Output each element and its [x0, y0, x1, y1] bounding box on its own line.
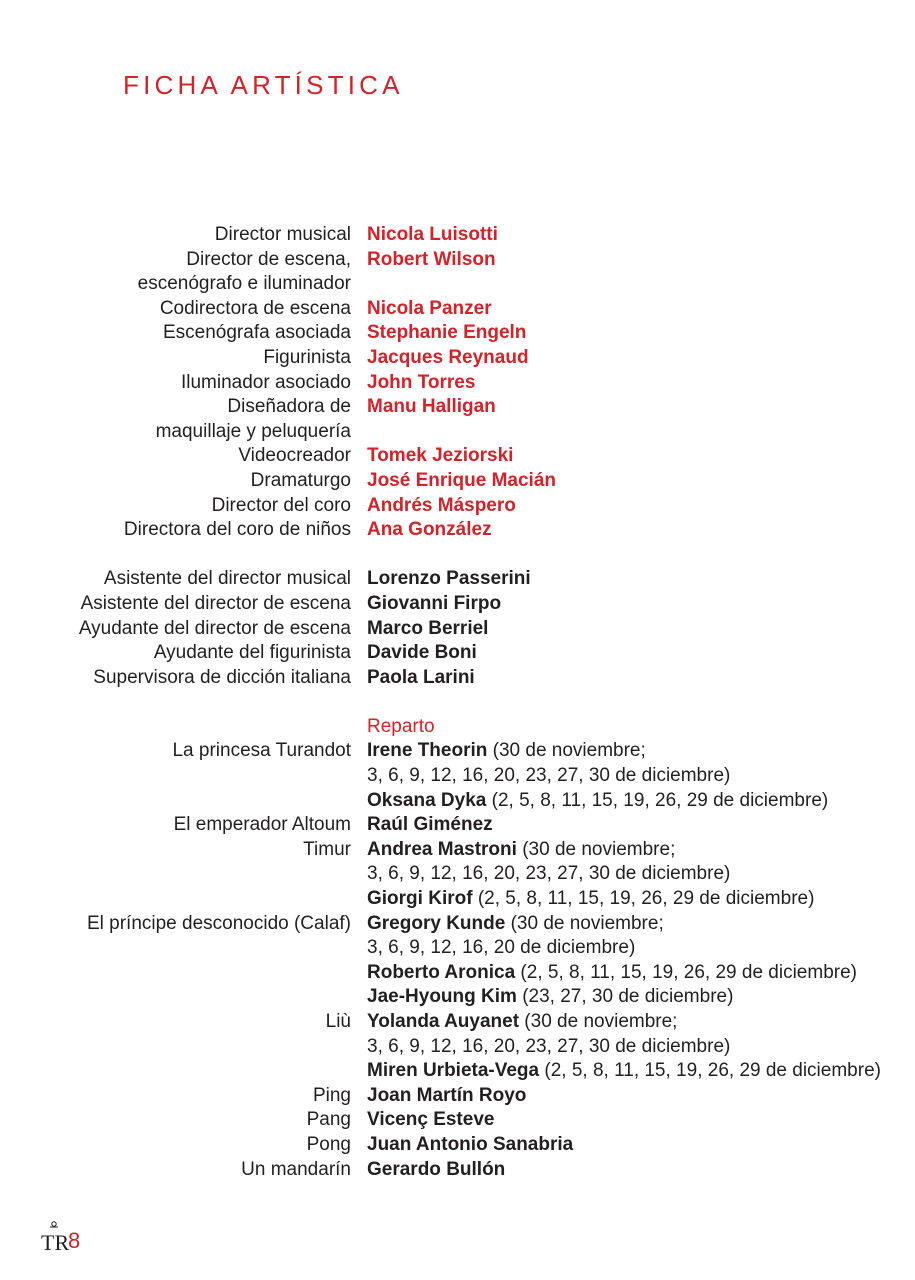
person-entry: [367, 494, 516, 519]
person-entry: [367, 395, 496, 420]
role-label: Asistente del director de escena: [80, 592, 351, 614]
role-label: Videocreador: [238, 445, 351, 467]
performance-dates: 3, 6, 9, 12, 16, 20 de diciembre): [367, 937, 636, 959]
person-name: Gerardo Bullón: [367, 1158, 506, 1180]
page-number: 8: [68, 1228, 81, 1253]
person-name: Robert Wilson: [367, 248, 496, 270]
cast-section: [0, 739, 915, 1182]
performance-dates: (2, 5, 8, 11, 15, 19, 26, 29 de diciembre): [486, 789, 829, 811]
assistants-row: [0, 592, 915, 617]
cast-row: [0, 912, 915, 937]
person-entry: [367, 813, 493, 838]
person-name: John Torres: [367, 371, 476, 393]
performance-dates: 3, 6, 9, 12, 16, 20, 23, 27, 30 de diciembre): [367, 863, 731, 885]
person-entry: [367, 862, 730, 887]
person-name: Gregory Kunde: [367, 912, 506, 934]
cast-row: [0, 1108, 915, 1133]
role-label: Director del coro: [211, 494, 351, 516]
person-name: Andrés Máspero: [367, 494, 516, 516]
section-gap: [0, 543, 915, 568]
cast-row: [0, 739, 915, 764]
credits-list: [0, 223, 915, 1182]
role-label: Supervisora de dicción italiana: [93, 666, 351, 688]
role-label: Asistente del director musical: [103, 568, 351, 590]
teatro-real-logo-icon: [40, 1220, 70, 1255]
person-name: Jacques Reynaud: [367, 346, 529, 368]
person-name: Raúl Giménez: [367, 814, 493, 836]
creative-team-section: [0, 223, 915, 543]
role-label: Escenógrafa asociada: [162, 322, 351, 344]
creative-row: [0, 518, 915, 543]
role-label: Timur: [303, 838, 351, 860]
person-name: Giorgi Kirof: [367, 888, 473, 910]
person-name: Yolanda Auyanet: [367, 1011, 520, 1032]
person-name: Davide Boni: [367, 642, 477, 664]
creative-row: [0, 469, 915, 494]
creative-row: [0, 248, 915, 273]
person-entry: [367, 764, 730, 789]
person-name: Nicola Panzer: [367, 297, 492, 319]
person-entry: [367, 321, 526, 346]
performance-dates: (2, 5, 8, 11, 15, 19, 26, 29 de diciembre): [472, 888, 815, 910]
person-entry: [367, 838, 675, 863]
person-name: Jae-Hyoung Kim: [367, 986, 517, 1008]
person-name: Irene Theorin: [367, 740, 488, 762]
creative-row: [0, 272, 915, 297]
person-entry: [367, 1133, 573, 1158]
person-name: Tomek Jeziorski: [367, 445, 514, 467]
cast-row: [0, 936, 915, 961]
cast-row: [0, 1059, 915, 1084]
person-name: Roberto Aronica: [367, 961, 516, 983]
role-label: maquillaje y peluquería: [155, 420, 351, 442]
person-entry: [367, 789, 828, 814]
person-entry: [367, 297, 492, 322]
person-entry: [367, 739, 646, 764]
cast-row: [0, 764, 915, 789]
performance-dates: (30 de noviembre;: [519, 1011, 678, 1032]
person-entry: [367, 936, 635, 961]
person-name: Vicenç Esteve: [367, 1109, 495, 1131]
role-label: Ayudante del director de escena: [78, 617, 351, 639]
person-entry: [367, 248, 496, 273]
assistants-row: [0, 617, 915, 642]
role-label: La princesa Turandot: [172, 740, 351, 762]
person-name: Juan Antonio Sanabria: [367, 1133, 574, 1155]
role-label: Iluminador asociado: [180, 371, 351, 393]
person-entry: [367, 444, 513, 469]
assistants-section: [0, 567, 915, 690]
person-name: Joan Martín Royo: [367, 1084, 527, 1106]
person-name: Stephanie Engeln: [367, 322, 527, 344]
person-name: José Enrique Macián: [367, 469, 557, 491]
person-entry: [367, 1059, 881, 1084]
creative-row: [0, 494, 915, 519]
person-entry: [367, 371, 475, 396]
cast-row: [0, 1035, 915, 1060]
person-entry: [367, 1084, 526, 1109]
role-label: El emperador Altoum: [173, 814, 351, 836]
performance-dates: (2, 5, 8, 11, 15, 19, 26, 29 de diciembre): [515, 961, 857, 983]
cast-row: [0, 961, 915, 986]
creative-row: [0, 321, 915, 346]
role-label: Pang: [306, 1109, 351, 1131]
cast-row: [0, 1133, 915, 1158]
person-entry: [367, 223, 498, 248]
cast-row: [0, 862, 915, 887]
role-label: Ping: [312, 1084, 351, 1106]
assistants-row: [0, 567, 915, 592]
person-name: Giovanni Firpo: [367, 592, 502, 614]
person-entry: [367, 1035, 730, 1060]
person-name: Andrea Mastroni: [367, 838, 517, 860]
person-entry: [367, 961, 857, 986]
page-footer: [40, 1220, 81, 1255]
cast-row: [0, 789, 915, 814]
person-name: Ana González: [367, 519, 492, 541]
performance-dates: (30 de noviembre;: [516, 838, 676, 860]
page-title: FICHA ARTÍSTICA: [123, 70, 404, 100]
cast-row: [0, 887, 915, 912]
person-entry: [367, 887, 814, 912]
person-entry: [367, 567, 531, 592]
performance-dates: (23, 27, 30 de diciembre): [516, 986, 734, 1008]
role-label: Director musical: [214, 224, 351, 245]
role-label: El príncipe desconocido (Calaf): [86, 912, 351, 934]
creative-row: [0, 297, 915, 322]
role-label: Directora del coro de niños: [123, 519, 351, 541]
role-label: Liù: [325, 1011, 351, 1032]
person-name: Manu Halligan: [367, 396, 496, 418]
assistants-row: [0, 641, 915, 666]
role-label: Codirectora de escena: [159, 297, 351, 319]
reparto-heading-row: [0, 715, 915, 740]
performance-dates: 3, 6, 9, 12, 16, 20, 23, 27, 30 de diciembre): [367, 765, 731, 787]
role-label: escenógrafo e iluminador: [137, 273, 351, 295]
person-entry: [367, 912, 664, 937]
performance-dates: 3, 6, 9, 12, 16, 20, 23, 27, 30 de diciembre): [367, 1035, 731, 1057]
role-label: Figurinista: [263, 346, 351, 368]
person-entry: [367, 666, 475, 691]
person-name: Miren Urbieta-Vega: [367, 1060, 540, 1082]
role-label: Dramaturgo: [250, 469, 351, 491]
reparto-heading: Reparto: [367, 715, 435, 737]
person-entry: [367, 592, 501, 617]
creative-row: [0, 223, 915, 248]
creative-row: [0, 371, 915, 396]
cast-row: [0, 1158, 915, 1183]
assistants-row: [0, 666, 915, 691]
role-label: Ayudante del figurinista: [153, 642, 351, 664]
creative-row: [0, 346, 915, 371]
person-entry: [367, 518, 492, 543]
person-name: Paola Larini: [367, 666, 475, 688]
person-entry: [367, 641, 477, 666]
person-name: Marco Berriel: [367, 617, 489, 639]
cast-row: [0, 1010, 915, 1035]
performance-dates: (30 de noviembre;: [487, 740, 646, 762]
person-entry: [367, 1158, 505, 1183]
cast-row: [0, 985, 915, 1010]
role-label: Director de escena,: [186, 248, 351, 270]
person-entry: [367, 1108, 494, 1133]
person-entry: [367, 469, 556, 494]
person-name: Nicola Luisotti: [367, 224, 498, 245]
performance-dates: (30 de noviembre;: [505, 912, 664, 934]
creative-row: [0, 444, 915, 469]
creative-row: [0, 420, 915, 445]
person-entry: [367, 1010, 677, 1035]
person-entry: [367, 346, 529, 371]
person-name: Lorenzo Passerini: [367, 568, 531, 590]
section-gap: [0, 690, 915, 715]
svg-text:TR: TR: [41, 1230, 70, 1255]
cast-row: [0, 1084, 915, 1109]
person-entry: [367, 985, 733, 1010]
creative-row: [0, 395, 915, 420]
cast-row: [0, 838, 915, 863]
cast-row: [0, 813, 915, 838]
person-name: Oksana Dyka: [367, 789, 487, 811]
role-label: Un mandarín: [241, 1158, 351, 1180]
person-entry: [367, 617, 488, 642]
role-label: Diseñadora de: [227, 396, 351, 418]
role-label: Pong: [306, 1133, 351, 1155]
performance-dates: (2, 5, 8, 11, 15, 19, 26, 29 de diciembre): [539, 1060, 881, 1082]
